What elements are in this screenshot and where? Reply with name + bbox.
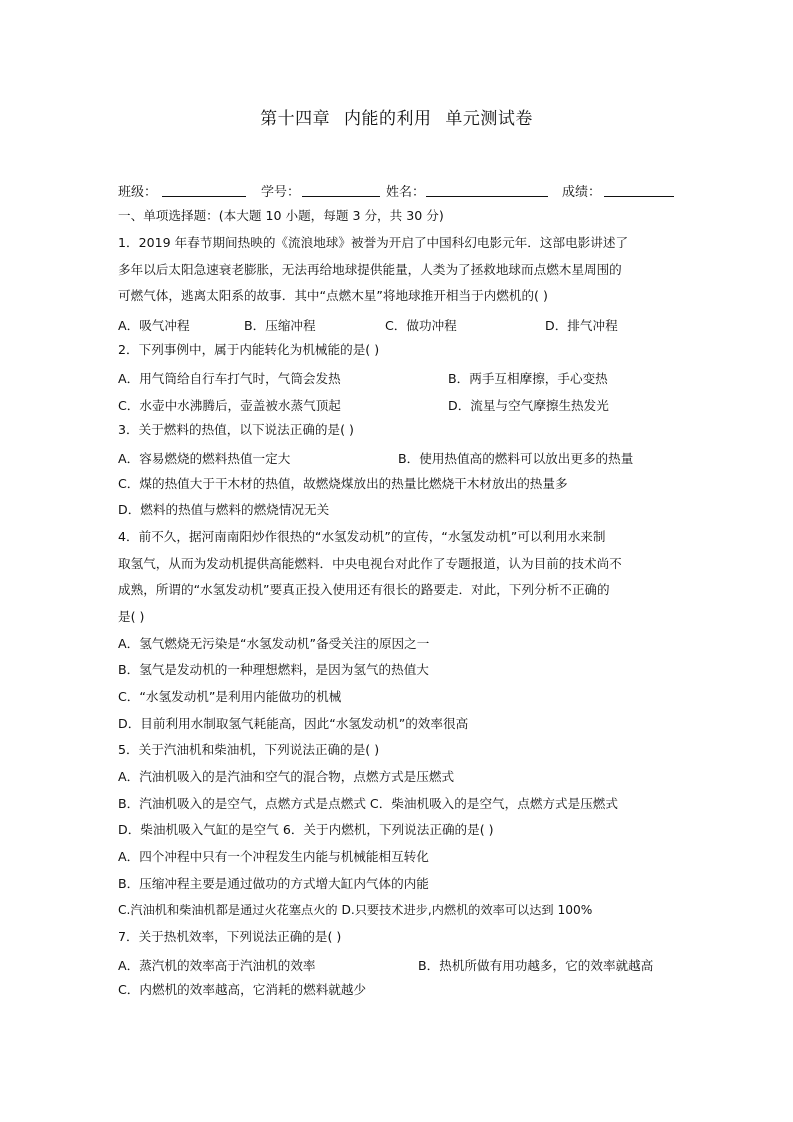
student-info-row (118, 181, 678, 201)
class-blank[interactable] (162, 196, 246, 197)
question-2-option-b: B．两手互相摩擦，手心变热 (448, 371, 608, 386)
question-5-stem: 5．关于汽油机和柴油机，下列说法正确的是( ) (118, 742, 380, 757)
question-7-option-b: B．热机所做有用功越多，它的效率就越高 (418, 958, 654, 973)
question-2-stem: 2．下列事例中，属于内能转化为机械能的是( ) (118, 342, 380, 357)
score-blank[interactable] (604, 196, 674, 197)
question-3-option-b: B．使用热值高的燃料可以放出更多的热量 (398, 451, 634, 466)
question-2-option-d: D．流星与空气摩擦生热发光 (448, 398, 609, 413)
question-1-option-c: C．做功冲程 (385, 318, 457, 333)
question-3-stem: 3．关于燃料的热值，以下说法正确的是( ) (118, 422, 354, 437)
student-id-label: 学号： (261, 185, 301, 200)
question-4-option-c: C．“水氢发动机”是利用内能做功的机械 (118, 689, 342, 704)
question-7-option-c: C．内燃机的效率越高，它消耗的燃料就越少 (118, 982, 367, 997)
name-blank[interactable] (426, 196, 548, 197)
question-4-line-3: 成熟，所谓的“水氢发动机”要真正投入使用还有很长的路要走．对此，下列分析不正确的 (118, 582, 610, 597)
student-id-blank[interactable] (302, 196, 380, 197)
name-label: 姓名： (386, 185, 426, 200)
question-4-line-4: 是( ) (118, 609, 145, 624)
question-7-option-a: A．蒸汽机的效率高于汽油机的效率 (118, 958, 316, 973)
question-6-option-b: B．压缩冲程主要是通过做功的方式增大缸内气体的内能 (118, 876, 429, 891)
question-3-option-a: A．容易燃烧的燃料热值一定大 (118, 451, 291, 466)
question-1-line-3: 可燃气体，逃离太阳系的故事．其中“点燃木星”将地球推开相当于内燃机的( ) (118, 288, 548, 303)
question-4-option-b: B．氢气是发动机的一种理想燃料，是因为氢气的热值大 (118, 662, 429, 677)
question-4-line-1: 4．前不久，据河南南阳炒作很热的“水氢发动机”的宣传，“水氢发动机”可以利用水来制 (118, 529, 606, 544)
score-label: 成绩： (562, 185, 602, 200)
class-label: 班级： (118, 185, 158, 200)
question-3-option-d: D．燃料的热值与燃料的燃烧情况无关 (118, 502, 330, 517)
question-6-options-c-d: C.汽油机和柴油机都是通过火花塞点火的 D.只要技术进步,内燃机的效率可以达到 100% (118, 903, 593, 917)
question-3-option-c: C．煤的热值大于干木材的热值，故燃烧煤放出的热量比燃烧干木材放出的热量多 (118, 476, 568, 491)
question-4-line-2: 取氢气，从而为发动机提供高能燃料．中央电视台对此作了专题报道，认为目前的技术尚不 (118, 556, 622, 571)
question-4-option-a: A．氢气燃烧无污染是“水氢发动机”备受关注的原因之一 (118, 636, 430, 651)
question-1-line-1: 1．2019 年春节期间热映的《流浪地球》被誉为开启了中国科幻电影元年．这部电影讲述了 (118, 235, 629, 250)
question-5-options-b-c: B．汽油机吸入的是空气，点燃方式是点燃式 C．柴油机吸入的是空气，点燃方式是压燃式 (118, 796, 618, 811)
question-5-option-d-question-6-stem: D．柴油机吸入气缸的是空气 6．关于内燃机，下列说法正确的是( ) (118, 822, 494, 837)
question-7-stem: 7．关于热机效率，下列说法正确的是( ) (118, 929, 342, 944)
question-2-option-c: C．水壶中水沸腾后，壶盖被水蒸气顶起 (118, 398, 341, 413)
question-1-option-d: D．排气冲程 (545, 318, 618, 333)
section-heading: 一、单项选择题：(本大题 10 小题，每题 3 分，共 30 分) (118, 208, 444, 223)
page-title: 第十四章 内能的利用 单元测试卷 (260, 109, 533, 129)
question-1-option-a: A．吸气冲程 (118, 318, 190, 333)
question-4-option-d: D．目前利用水制取氢气耗能高，因此“水氢发动机”的效率很高 (118, 716, 469, 731)
question-1-option-b: B．压缩冲程 (244, 318, 316, 333)
question-6-option-a: A．四个冲程中只有一个冲程发生内能与机械能相互转化 (118, 849, 429, 864)
question-1-line-2: 多年以后太阳急速衰老膨胀，无法再给地球提供能量，人类为了拯救地球而点燃木星周围的 (118, 262, 622, 277)
question-5-option-a: A．汽油机吸入的是汽油和空气的混合物，点燃方式是压燃式 (118, 769, 455, 784)
question-2-option-a: A．用气筒给自行车打气时，气筒会发热 (118, 371, 341, 386)
